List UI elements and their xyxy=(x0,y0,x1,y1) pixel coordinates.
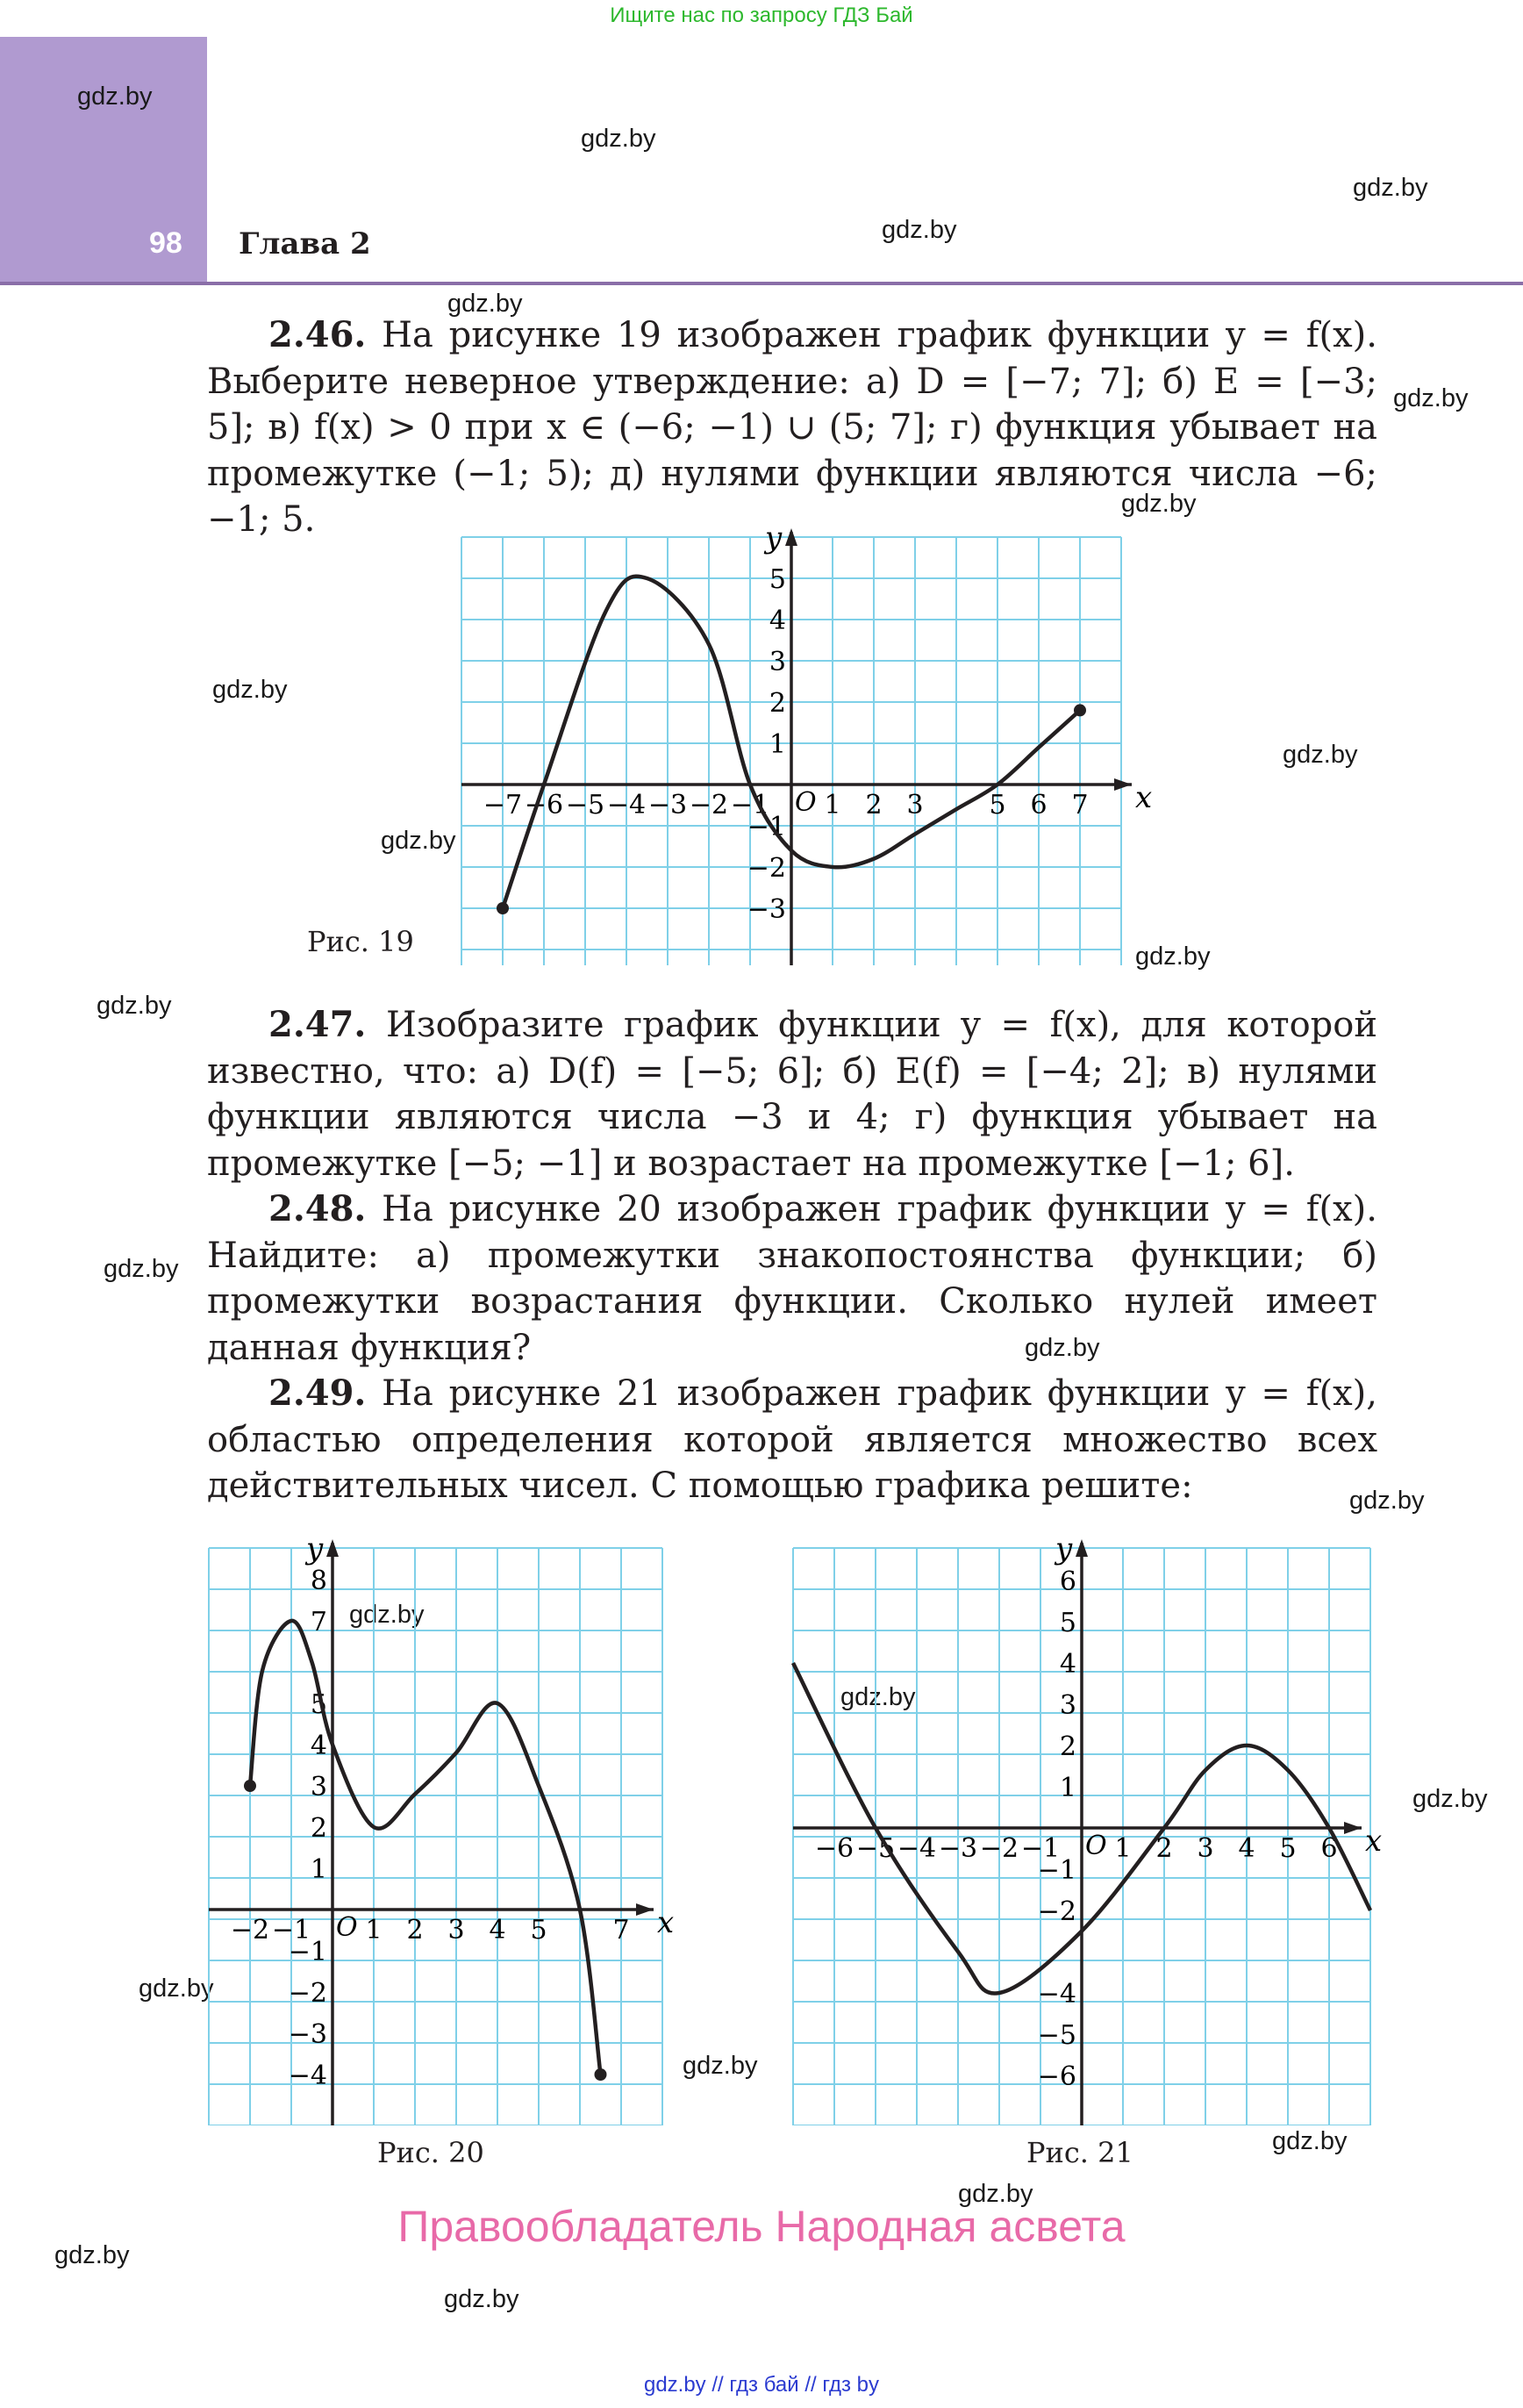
watermark: gdz.by xyxy=(683,2052,758,2080)
watermark: gdz.by xyxy=(1025,1334,1100,1362)
page-number: 98 xyxy=(149,226,182,260)
problem-2-47 xyxy=(207,1002,1377,1186)
x-tick-label: −6 xyxy=(524,790,564,821)
x-tick-label: 2 xyxy=(865,790,883,821)
y-axis-label: y xyxy=(1055,1537,1073,1566)
y-tick-label: 1 xyxy=(769,729,786,760)
x-tick-label: 1 xyxy=(824,790,841,821)
x-tick-label: 6 xyxy=(1030,790,1048,821)
figure-21-chart xyxy=(779,1537,1393,2125)
x-tick-label: −2 xyxy=(979,1833,1019,1864)
x-tick-label: −2 xyxy=(230,1915,270,1946)
problem-number: 2.48. xyxy=(268,1188,367,1229)
origin-label: O xyxy=(336,1912,358,1943)
y-axis-label: y xyxy=(306,1537,324,1566)
y-tick-label: 3 xyxy=(769,647,786,677)
origin-label: O xyxy=(795,787,817,818)
y-tick-label: −2 xyxy=(747,853,786,884)
endpoint-dot xyxy=(595,2068,607,2081)
y-tick-label: 4 xyxy=(1059,1649,1076,1680)
watermark: gdz.by xyxy=(54,2241,130,2269)
x-tick-label: 5 xyxy=(989,790,1006,821)
x-tick-label: −5 xyxy=(565,790,605,821)
x-tick-label: 5 xyxy=(1279,1833,1297,1864)
x-tick-label: 4 xyxy=(489,1915,506,1946)
y-tick-label: 1 xyxy=(310,1854,327,1885)
copyright-owner: Правообладатель Народная асвета xyxy=(397,2202,1126,2251)
watermark: gdz.by xyxy=(1349,1487,1425,1515)
y-tick-label: −1 xyxy=(1037,1855,1076,1886)
figure-19-chart xyxy=(439,527,1176,965)
x-axis-arrow xyxy=(1344,1822,1362,1834)
y-tick-label: 5 xyxy=(769,564,786,595)
watermark: gdz.by xyxy=(882,216,957,244)
y-tick-label: −2 xyxy=(288,1978,327,2009)
endpoint-dot xyxy=(497,902,509,914)
y-tick-label: 8 xyxy=(310,1566,327,1596)
watermark: gdz.by xyxy=(104,1255,179,1283)
header-rule xyxy=(0,282,1523,285)
endpoint-dot xyxy=(244,1780,256,1792)
watermark: gdz.by xyxy=(1121,490,1197,518)
endpoint-dot xyxy=(1074,704,1086,716)
problem-number: 2.46. xyxy=(268,314,367,355)
x-axis-label: x xyxy=(657,1905,675,1940)
x-tick-label: −7 xyxy=(483,790,523,821)
problem-number: 2.49. xyxy=(268,1372,367,1414)
x-tick-label: 3 xyxy=(1197,1833,1214,1864)
watermark: gdz.by xyxy=(447,290,523,318)
watermark: gdz.by xyxy=(139,1974,214,2003)
x-tick-label: −3 xyxy=(647,790,688,821)
y-axis-label: y xyxy=(765,527,783,555)
watermark: gdz.by xyxy=(1135,942,1211,971)
figure-20-caption: Рис. 20 xyxy=(377,2136,484,2169)
y-tick-label: 2 xyxy=(769,688,786,719)
problem-2-46 xyxy=(207,312,1377,543)
problem-2-48 xyxy=(207,1186,1377,1371)
y-tick-label: 3 xyxy=(1059,1690,1076,1721)
y-tick-label: 1 xyxy=(1059,1773,1076,1803)
x-tick-label: −1 xyxy=(1020,1833,1061,1864)
x-tick-label: 4 xyxy=(1238,1833,1255,1864)
watermark: gdz.by xyxy=(581,125,656,153)
watermark: gdz.by xyxy=(77,82,153,111)
problem-text: Изобразите график функции y = f(x), для которой известно, что: а) D(f) = [−5; 6]; б) E(f) = [−4; 2]; в) нулями функции являются числа −3 и 4; г) функция убывает на промежутке [−5; −1] и возрастает на промежутке [−1; 6]. xyxy=(207,1005,1378,1184)
y-tick-label: 7 xyxy=(310,1607,327,1638)
x-tick-label: 7 xyxy=(612,1915,630,1946)
origin-label: O xyxy=(1085,1831,1107,1861)
watermark: gdz.by xyxy=(97,992,172,1020)
x-tick-label: −4 xyxy=(606,790,647,821)
y-tick-label: 3 xyxy=(310,1772,327,1802)
x-axis-arrow xyxy=(1114,778,1132,791)
x-tick-label: 2 xyxy=(406,1915,424,1946)
x-axis-label: x xyxy=(1365,1824,1383,1859)
y-tick-label: 5 xyxy=(1059,1608,1076,1638)
watermark: gdz.by xyxy=(958,2180,1033,2208)
x-tick-label: −5 xyxy=(855,1833,896,1864)
y-tick-label: 6 xyxy=(1059,1566,1076,1597)
y-tick-label: 4 xyxy=(310,1731,327,1761)
x-tick-label: −1 xyxy=(730,790,770,821)
top-banner: Ищите нас по запросу ГДЗ Бай xyxy=(610,4,913,27)
watermark: gdz.by xyxy=(381,827,456,855)
y-tick-label: −2 xyxy=(1037,1896,1076,1927)
problem-text: На рисунке 21 изображен график функции y = f(x), областью определения которой является множество всех действительных чисел. С помощью графика решите: xyxy=(207,1373,1378,1506)
chapter-title: Глава 2 xyxy=(239,226,371,262)
x-tick-label: −3 xyxy=(938,1833,978,1864)
watermark: gdz.by xyxy=(1283,741,1358,769)
x-tick-label: 3 xyxy=(906,790,924,821)
x-tick-label: −4 xyxy=(897,1833,937,1864)
problem-number: 2.47. xyxy=(268,1004,367,1045)
x-tick-label: 1 xyxy=(365,1915,383,1946)
x-tick-label: −6 xyxy=(814,1833,854,1864)
y-tick-label: −1 xyxy=(747,812,786,842)
watermark: gdz.by xyxy=(1272,2127,1348,2155)
watermark: gdz.by xyxy=(444,2285,519,2313)
y-tick-label: −4 xyxy=(1037,1979,1076,2010)
watermark: gdz.by xyxy=(349,1601,425,1629)
x-tick-label: −2 xyxy=(689,790,729,821)
x-tick-label: 5 xyxy=(530,1915,547,1946)
watermark: gdz.by xyxy=(840,1683,916,1711)
x-tick-label: 1 xyxy=(1114,1833,1132,1864)
x-tick-label: −1 xyxy=(271,1915,311,1946)
watermark: gdz.by xyxy=(1393,384,1469,412)
figure-20-chart xyxy=(195,1537,686,2125)
watermark: gdz.by xyxy=(1353,174,1428,202)
problem-text: На рисунке 19 изображен график функции y = f(x). Выберите неверное утверждение: а) D = [−7; 7]; б) E = [−3; 5]; в) f(x) > 0 при x ∈ (−6; −1) ∪ (5; 7]; г) функция убывает на промежутке (−1; 5); д) нулями функции являются числа −6; −1; 5. xyxy=(207,315,1378,540)
watermark: gdz.by xyxy=(212,676,288,704)
y-tick-label: −1 xyxy=(288,1937,327,1967)
footer-links: gdz.by // гдз бай // гдз by xyxy=(643,2373,880,2397)
y-tick-label: 2 xyxy=(1059,1731,1076,1762)
y-tick-label: −3 xyxy=(288,2019,327,2050)
figure-21-caption: Рис. 21 xyxy=(1026,2136,1133,2169)
problem-text: На рисунке 20 изображен график функции y = f(x). Найдите: а) промежутки знакопостоянства функции; б) промежутки возрастания функции. Сколько нулей имеет данная функция? xyxy=(207,1189,1378,1368)
x-axis-label: x xyxy=(1135,780,1153,815)
problem-2-49 xyxy=(207,1371,1377,1509)
y-tick-label: −3 xyxy=(747,894,786,925)
x-tick-label: 6 xyxy=(1320,1833,1338,1864)
y-tick-label: −6 xyxy=(1037,2061,1076,2092)
watermark: gdz.by xyxy=(1412,1785,1488,1813)
y-tick-label: −5 xyxy=(1037,2020,1076,2051)
x-tick-label: 7 xyxy=(1071,790,1089,821)
y-tick-label: −4 xyxy=(288,2060,327,2091)
x-axis-arrow xyxy=(636,1903,654,1916)
x-tick-label: 2 xyxy=(1155,1833,1173,1864)
y-tick-label: 5 xyxy=(310,1689,327,1720)
y-tick-label: 2 xyxy=(310,1813,327,1844)
x-tick-label: 3 xyxy=(447,1915,465,1946)
figure-19-caption: Рис. 19 xyxy=(307,925,414,958)
y-tick-label: 4 xyxy=(769,606,786,636)
